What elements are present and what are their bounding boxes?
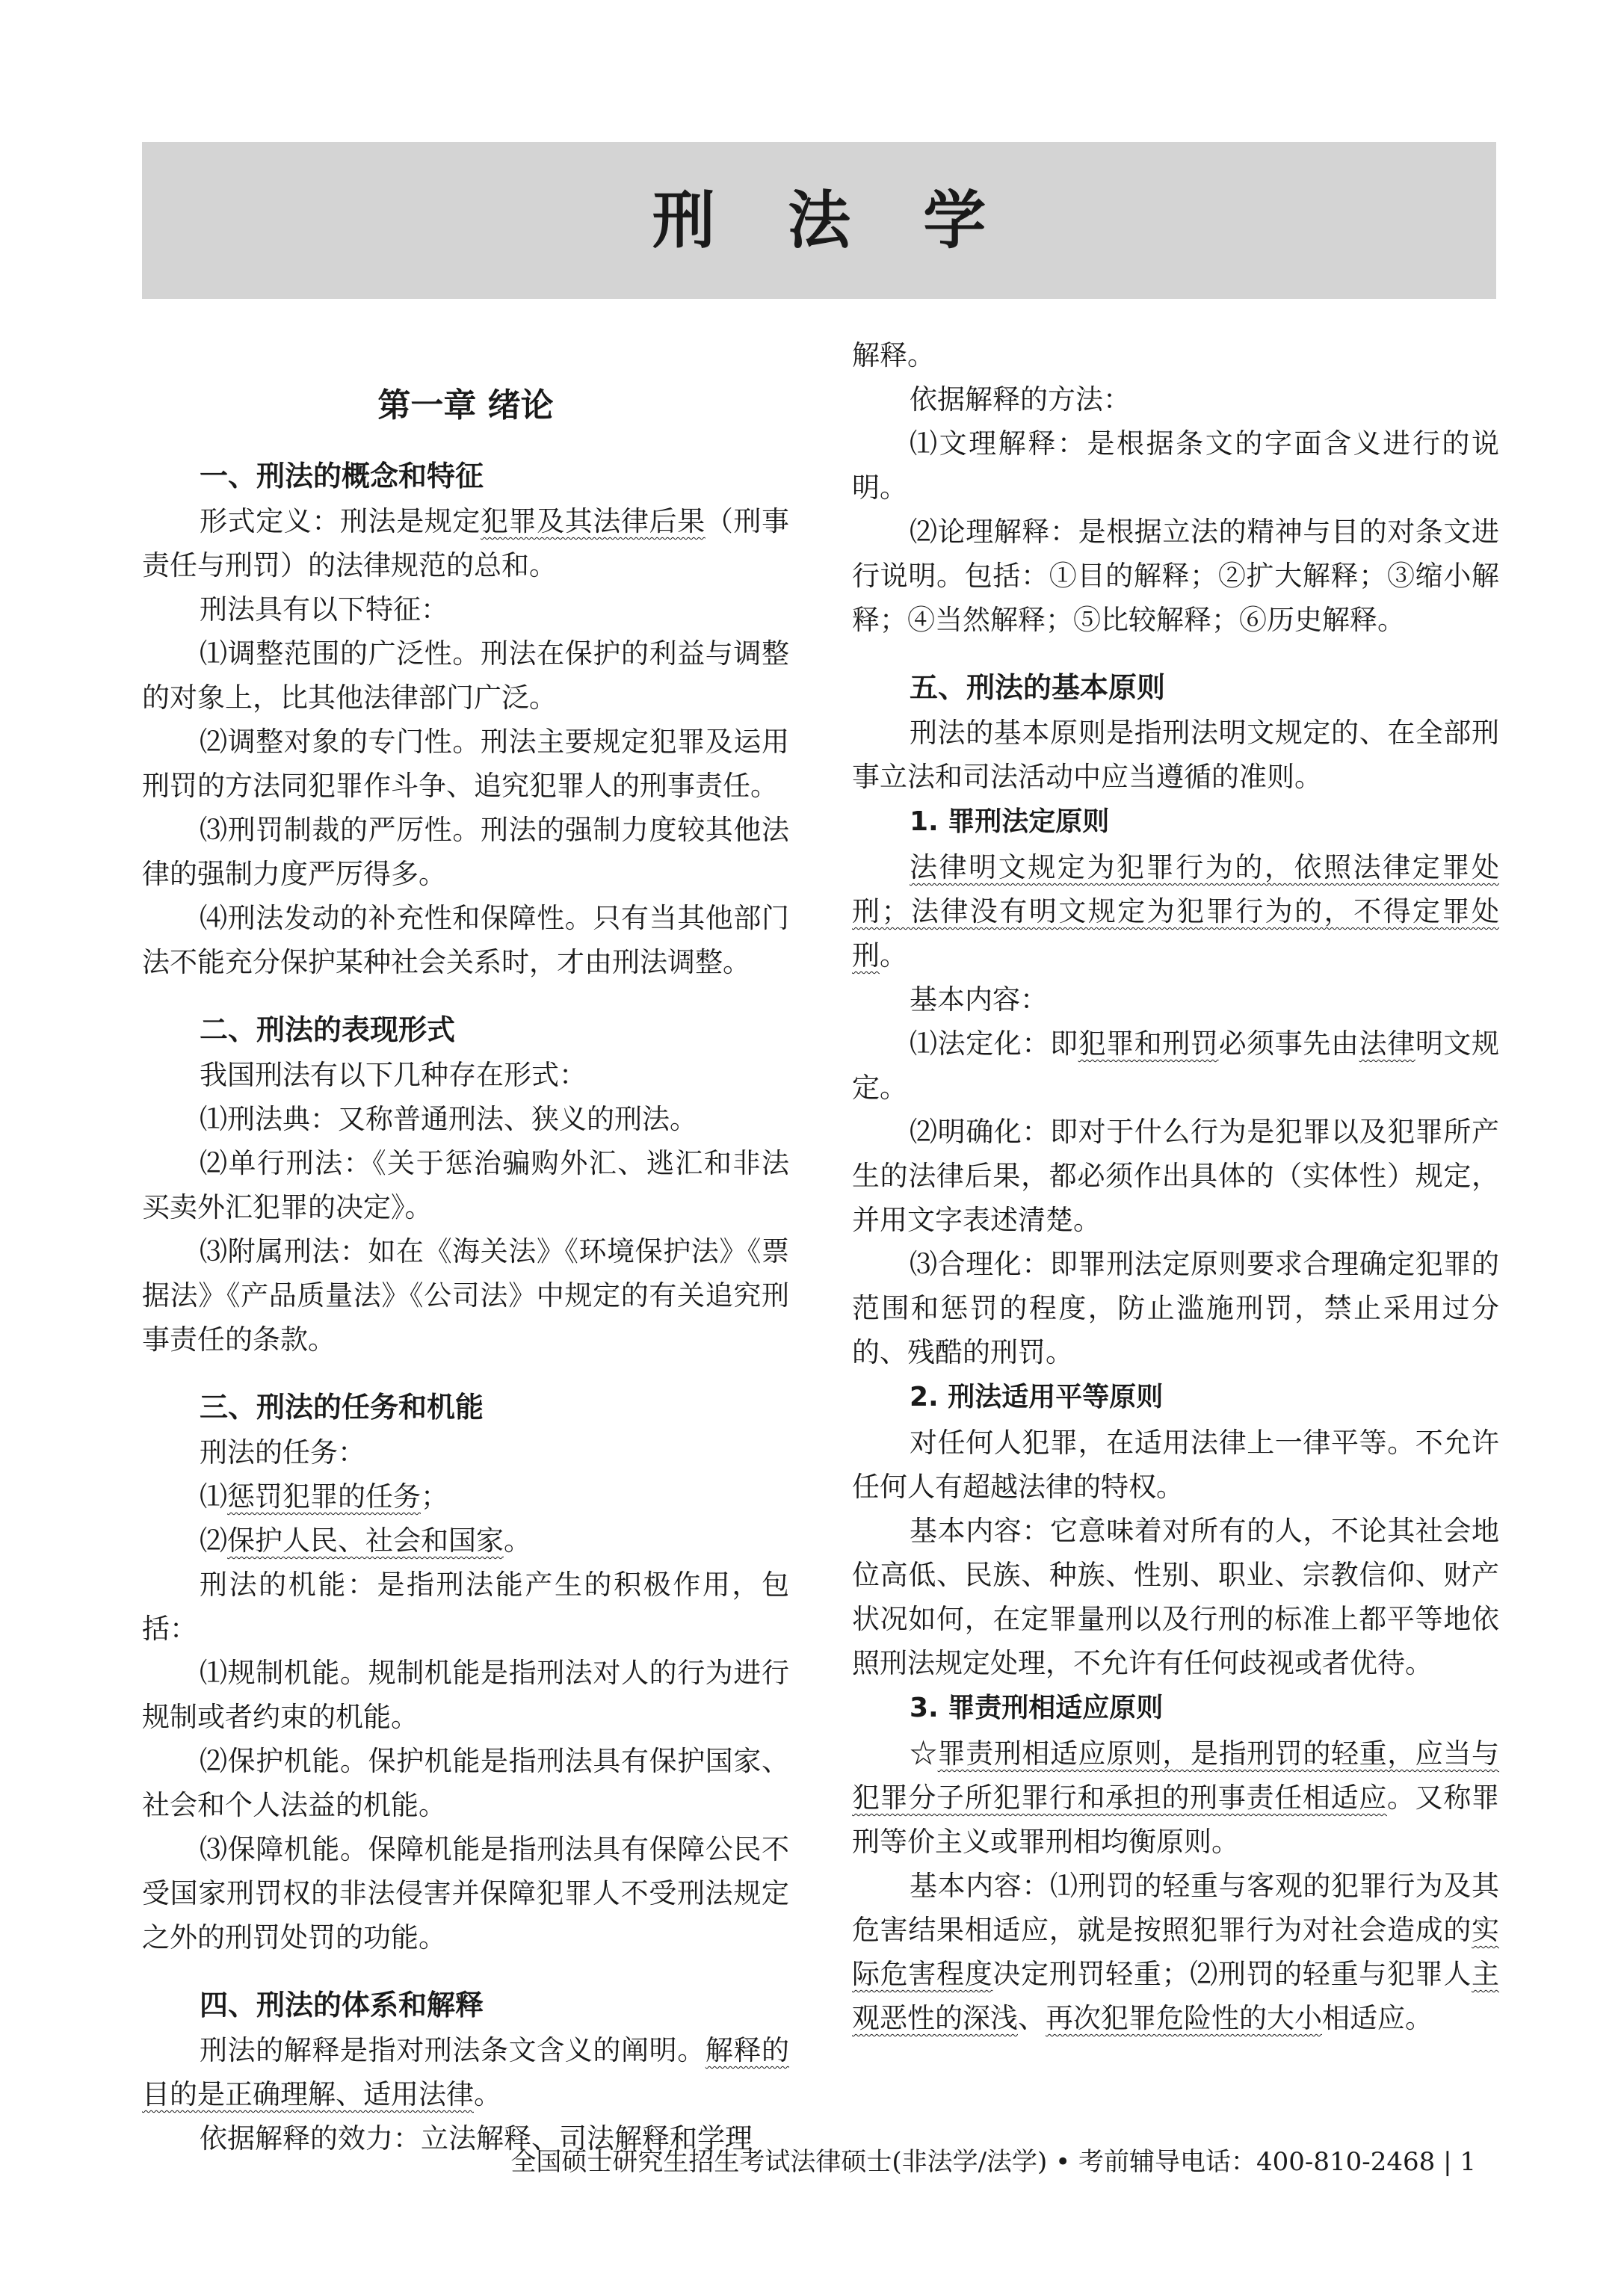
paragraph: 依据解释的效力：立法解释、司法解释和学理 — [200, 2122, 753, 2155]
section-heading-3: 三、刑法的任务和机能 — [200, 1391, 484, 1424]
text: ⑵ — [200, 1525, 227, 1557]
text: 。 — [880, 939, 907, 972]
paragraph: ⑷刑法发动的补充性和保障性。只有当其他部门法不能充分保护某种社会关系时，才由刑法调整。 — [142, 902, 789, 978]
text: 相适应。 — [1322, 2002, 1433, 2034]
paragraph: 对任何人犯罪，在适用法律上一律平等。不允许任何人有超越法律的特权。 — [852, 1427, 1499, 1503]
underlined-text: 主观恶性的深浅 — [852, 1958, 1500, 2034]
underlined-text: 罪责刑相适应原则，是指刑罚的轻重，应当与犯罪分子所犯罪行和承担的刑事责任相适应 — [852, 1738, 1500, 1814]
paragraph: ⑴刑法典：又称普通刑法、狭义的刑法。 — [200, 1103, 697, 1135]
underlined-text: 再次犯罪危险性的大小 — [1046, 2002, 1322, 2034]
section-heading-5: 五、刑法的基本原则 — [910, 671, 1166, 704]
text: 。 — [504, 1525, 531, 1557]
text: 明文规定。 — [852, 1028, 1500, 1104]
paragraph: ⑵调整对象的专门性。刑法主要规定犯罪及运用刑罚的方法同犯罪作斗争、追究犯罪人的刑事责任。 — [142, 726, 789, 802]
paragraph — [852, 1864, 1499, 2040]
chapter-title: 第一章 绪论 — [377, 386, 554, 424]
paragraph: ⑴规制机能。规制机能是指刑法对人的行为进行规制或者约束的机能。 — [142, 1657, 789, 1733]
paragraph: ⑴文理解释：是根据条文的字面含义进行的说明。 — [852, 427, 1499, 504]
paragraph: 刑法的基本原则是指刑法明文规定的、在全部刑事立法和司法活动中应当遵循的准则。 — [852, 717, 1499, 793]
underlined-text: 犯罪和刑罚 — [1078, 1028, 1219, 1060]
section-heading-2: 二、刑法的表现形式 — [200, 1013, 456, 1046]
underlined-text: 惩罚犯罪的任务 — [227, 1480, 421, 1513]
underlined-text: 犯罪及其法律后果 — [481, 505, 706, 537]
text: 。又称罪刑等价主义或罪刑相均衡原则。 — [852, 1782, 1500, 1858]
paragraph — [142, 499, 789, 587]
text: 决定刑罚轻重；⑵刑罚的轻重与犯罪人 — [992, 1958, 1472, 1990]
paragraph: ⑵明确化：即对于什么行为是犯罪以及犯罪所产生的法律后果，都必须作出具体的（实体性）规定，并用文字表述清楚。 — [852, 1116, 1499, 1236]
paragraph: ⑶附属刑法：如在《海关法》《环境保护法》《票据法》《产品质量法》《公司法》中规定的有关追究刑事责任的条款。 — [142, 1235, 789, 1356]
paragraph-continuation: 解释。 — [852, 339, 935, 371]
text: 基本内容：⑴刑罚的轻重与客观的犯罪行为及其危害结果相适应，就是按照犯罪行为对社会造成的 — [852, 1870, 1499, 1946]
paragraph — [852, 845, 1499, 977]
section-heading-4: 四、刑法的体系和解释 — [200, 1989, 484, 2021]
underlined-text: 保护人民、社会和国家 — [227, 1525, 504, 1557]
text: ⑴ — [200, 1480, 227, 1513]
underlined-text: 法律明文规定为犯罪行为的，依照法律定罪处刑；法律没有明文规定为犯罪行为的，不得定罪处刑 — [852, 851, 1499, 972]
paragraph — [852, 1022, 1499, 1110]
paragraph: 基本内容： — [910, 983, 1048, 1016]
paragraph: ⑵单行刑法：《关于惩治骗购外汇、逃汇和非法买卖外汇犯罪的决定》。 — [142, 1147, 789, 1223]
paragraph: 刑法的机能：是指刑法能产生的积极作用，包括： — [142, 1569, 789, 1645]
paragraph — [852, 1732, 1499, 1864]
paragraph — [142, 1519, 789, 1563]
paragraph: ⑶刑罚制裁的严厉性。刑法的强制力度较其他法律的强制力度严厉得多。 — [142, 814, 789, 890]
paragraph: 刑法具有以下特征： — [200, 593, 448, 626]
paragraph: 刑法的任务： — [200, 1436, 365, 1468]
underlined-text: 法律 — [1359, 1028, 1415, 1060]
underlined-text: 实际危害程度 — [852, 1914, 1499, 1990]
text: ⑴法定化：即 — [910, 1028, 1078, 1060]
paragraph: 依据解释的方法： — [910, 383, 1131, 416]
paragraph: ⑶保障机能。保障机能是指刑法具有保障公民不受国家刑罚权的非法侵害并保障犯罪人不受刑法规定之外的刑罚处罚的功能。 — [142, 1833, 789, 1953]
paragraph: ⑴调整范围的广泛性。刑法在保护的利益与调整的对象上，比其他法律部门广泛。 — [142, 637, 789, 714]
subsection-heading-1: 1. 罪刑法定原则 — [910, 806, 1110, 837]
underlined-text: 解释的目的是正确理解、适用法律 — [142, 2034, 790, 2110]
text: 、 — [1018, 2002, 1046, 2034]
text: 必须事先由 — [1218, 1028, 1359, 1060]
text: 。 — [474, 2078, 501, 2110]
subsection-heading-2: 2. 刑法适用平等原则 — [910, 1382, 1164, 1412]
left-column — [142, 333, 789, 2160]
paragraph: ⑵保护机能。保护机能是指刑法具有保护国家、社会和个人法益的机能。 — [142, 1745, 789, 1821]
title-banner — [142, 142, 1496, 299]
page-footer: 全国硕士研究生招生考试法律硕士(非法学/法学) • 考前辅导电话：400-810-2468 | 1 — [510, 2147, 1476, 2177]
paragraph — [142, 1474, 789, 1519]
paragraph: ⑶合理化：即罪刑法定原则要求合理确定犯罪的范围和惩罚的程度，防止滥施刑罚，禁止采用过分的、残酷的刑罚。 — [852, 1248, 1499, 1368]
paragraph — [142, 2028, 789, 2116]
text: 刑法的解释是指对刑法条文含义的阐明。 — [200, 2034, 706, 2066]
star-marker: ☆ — [910, 1738, 938, 1770]
paragraph: 基本内容：它意味着对所有的人，不论其社会地位高低、民族、种族、性别、职业、宗教信仰、财产状况如何，在定罪量刑以及行刑的标准上都平等地依照刑法规定处理，不允许有任何歧视或者优待。 — [852, 1515, 1499, 1679]
section-heading-1: 一、刑法的概念和特征 — [200, 460, 484, 492]
paragraph: 我国刑法有以下几种存在形式： — [200, 1059, 587, 1091]
right-column — [852, 333, 1499, 2040]
subsection-heading-3: 3. 罪责刑相适应原则 — [910, 1693, 1164, 1723]
text: 形式定义：刑法是规定 — [200, 505, 481, 537]
paragraph: ⑵论理解释：是根据立法的精神与目的对条文进行说明。包括：①目的解释；②扩大解释；③缩小解释；④当然解释；⑤比较解释；⑥历史解释。 — [852, 516, 1499, 636]
text: （刑事责任与刑罚）的法律规范的总和。 — [142, 505, 790, 581]
page-title: 刑 法 学 — [652, 184, 1012, 257]
text: ； — [421, 1480, 448, 1513]
